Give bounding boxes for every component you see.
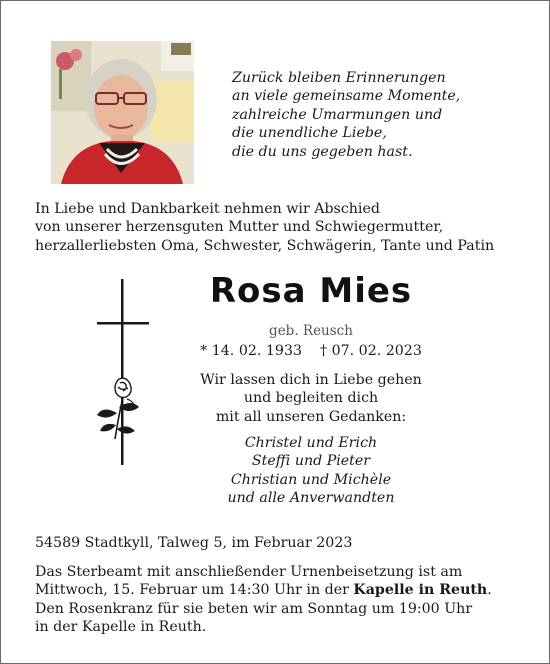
farewell-intro	[35, 200, 494, 255]
cross-with-rose-icon	[93, 279, 151, 465]
burial-location: Kapelle in Reuth	[353, 582, 488, 599]
maiden-name: geb. Reusch	[269, 323, 353, 339]
poem-line: Zurück bleiben Erinnerungen	[232, 70, 446, 86]
intro-line: herzallerliebsten Oma, Schwester, Schwägerin, Tante und Patin	[35, 237, 495, 254]
burial-period: .	[487, 582, 492, 599]
birth-date: * 14. 02. 1933	[200, 343, 302, 359]
poem-line: die unendliche Liebe,	[232, 125, 387, 142]
mourners-list	[181, 434, 441, 508]
burial-line: in der Kapelle in Reuth.	[35, 619, 207, 636]
mourner-line: und alle Anverwandten	[227, 490, 395, 507]
portrait-photo	[51, 41, 194, 184]
address-line: 54589 Stadtkyll, Talweg 5, im Februar 2023	[35, 535, 353, 551]
death-date: † 07. 02. 2023	[320, 343, 422, 359]
burial-line: Das Sterbeamt mit anschließender Urnenbeisetzung ist am	[35, 564, 463, 580]
mourner-line: Steffi und Pieter	[251, 453, 371, 470]
deceased-name: Rosa Mies	[209, 271, 413, 311]
poem-line: zahlreiche Umarmungen und	[232, 106, 443, 123]
burial-line	[35, 581, 492, 599]
mourner-line: Christel und Erich	[244, 435, 378, 451]
mourner-line: Christian und Michèle	[230, 471, 392, 488]
verse-line: und begleiten dich	[243, 390, 379, 407]
life-dates	[181, 342, 441, 360]
verse-line: mit all unseren Gedanken:	[215, 408, 407, 425]
burial-date-text: Mittwoch, 15. Februar um 14:30 Uhr in der	[35, 582, 354, 599]
burial-notice	[35, 563, 492, 637]
poem-line: die du uns gegeben hast.	[232, 143, 413, 160]
poem-line: an viele gemeinsame Momente,	[232, 88, 461, 105]
memorial-poem	[232, 69, 460, 161]
intro-line: In Liebe und Dankbarkeit nehmen wir Abschied	[35, 201, 380, 217]
verse-line: Wir lassen dich in Liebe gehen	[200, 372, 422, 388]
farewell-verse	[181, 371, 441, 426]
burial-line: Den Rosenkranz für sie beten wir am Sonntag um 19:00 Uhr	[35, 600, 473, 617]
intro-line: von unserer herzensguten Mutter und Schwiegermutter,	[35, 219, 444, 236]
